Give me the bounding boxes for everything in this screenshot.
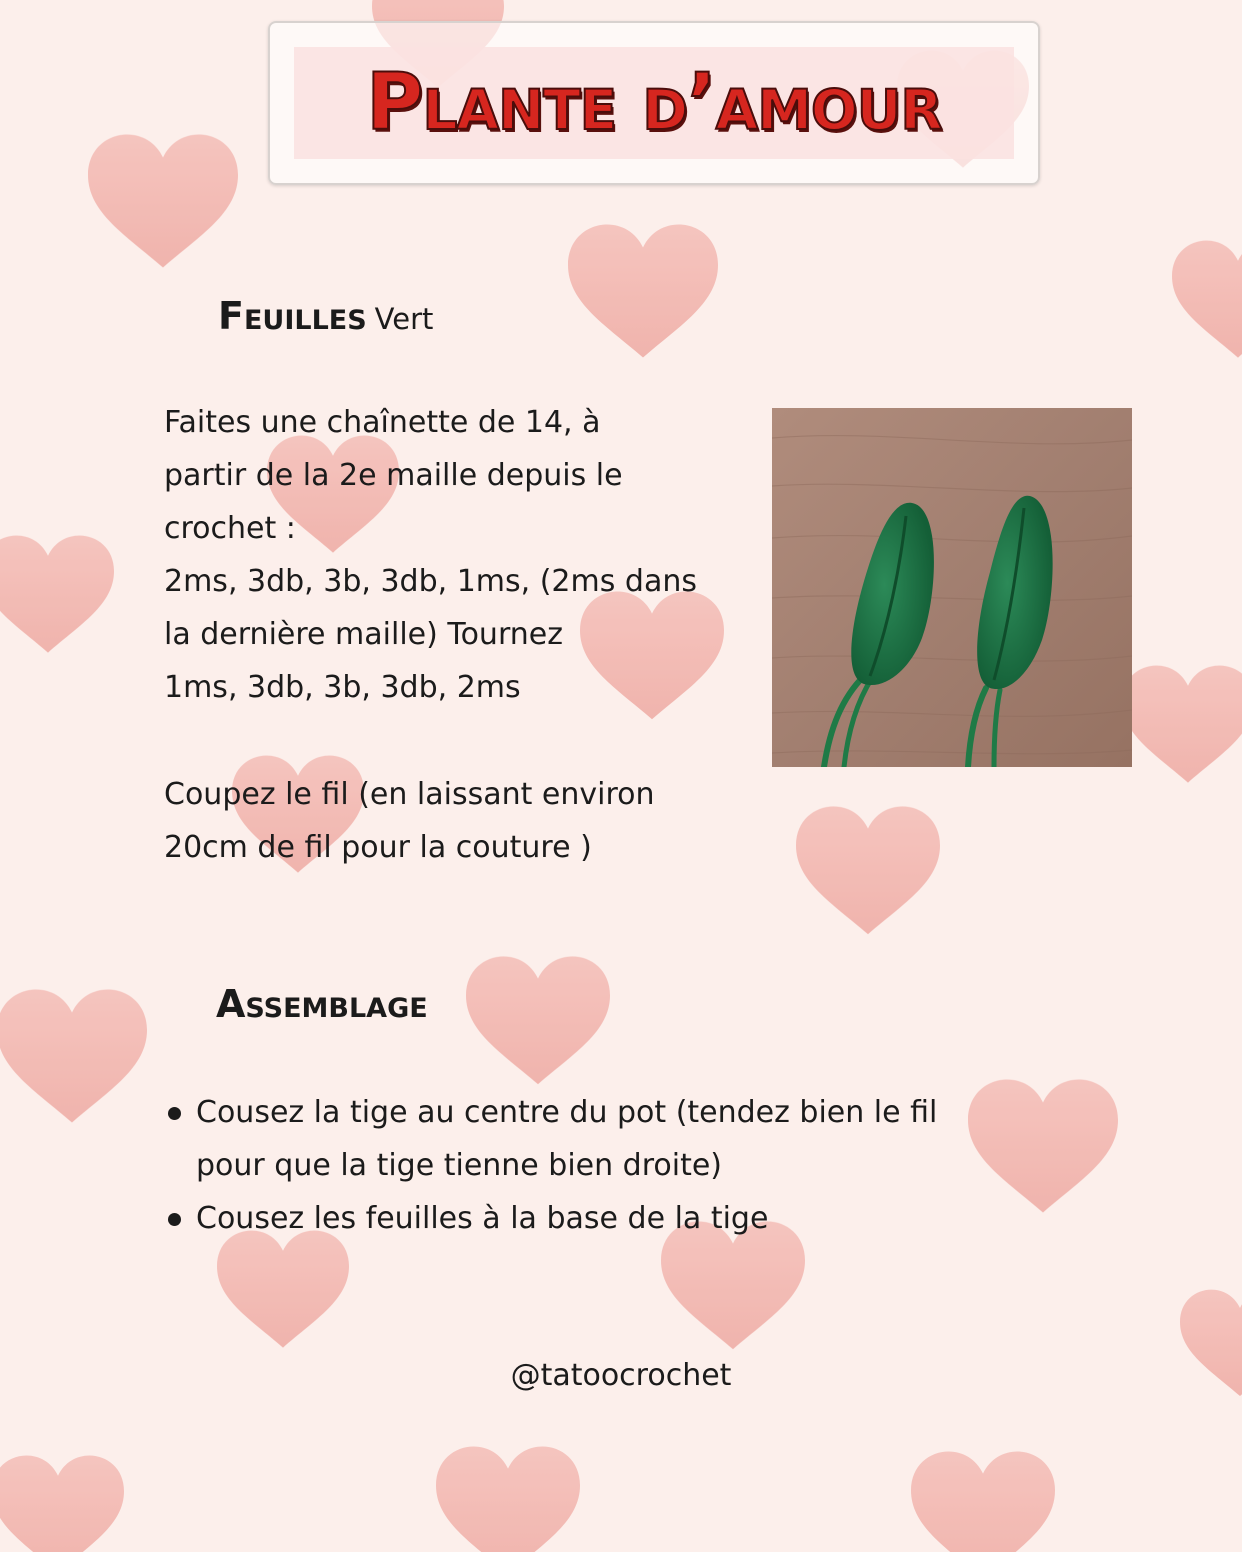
heart-icon [217, 1231, 349, 1348]
instruction-line: 2ms, 3db, 3b, 3db, 1ms, (2ms dans [164, 564, 697, 599]
heart-icon [0, 1456, 124, 1552]
feuilles-finishing [164, 768, 655, 874]
assemblage-heading: Assemblage [216, 982, 428, 1026]
heart-icon [911, 1451, 1055, 1552]
author-credit: @tatoocrochet [510, 1358, 732, 1393]
feuilles-color: Vert [374, 302, 434, 336]
heart-icon [436, 1446, 580, 1552]
finishing-line: Coupez le fil (en laissant environ [164, 777, 655, 812]
page-title: Plante d’amour [366, 58, 942, 148]
list-item: Cousez la tige au centre du pot (tendez bien le fil pour que la tige tienne bien droite) [166, 1086, 1086, 1192]
instruction-line: Faites une chaînette de 14, à [164, 405, 601, 440]
assemblage-steps [166, 1086, 1086, 1245]
heart-icon [0, 536, 114, 653]
instruction-line: crochet : [164, 511, 296, 546]
instruction-line: 1ms, 3db, 3b, 3db, 2ms [164, 670, 521, 705]
title-banner [268, 21, 1040, 185]
title-banner-inner [294, 47, 1014, 159]
heart-icon [1122, 666, 1242, 783]
instruction-line: la dernière maille) Tournez [164, 617, 563, 652]
finishing-line: 20cm de fil pour la couture ) [164, 830, 592, 865]
instruction-line: partir de la 2e maille depuis le [164, 458, 623, 493]
heart-icon [568, 224, 718, 357]
feuilles-heading: Feuilles [218, 294, 367, 338]
heart-icon [88, 134, 238, 267]
list-item: Cousez les feuilles à la base de la tige [166, 1192, 1086, 1245]
feuilles-instructions [164, 396, 697, 714]
crochet-leaves-photo [772, 408, 1132, 767]
heart-icon [466, 956, 610, 1084]
heart-icon [796, 806, 940, 934]
feuilles-heading-row [218, 294, 433, 338]
heart-icon [0, 989, 147, 1122]
heart-icon [1172, 241, 1242, 358]
